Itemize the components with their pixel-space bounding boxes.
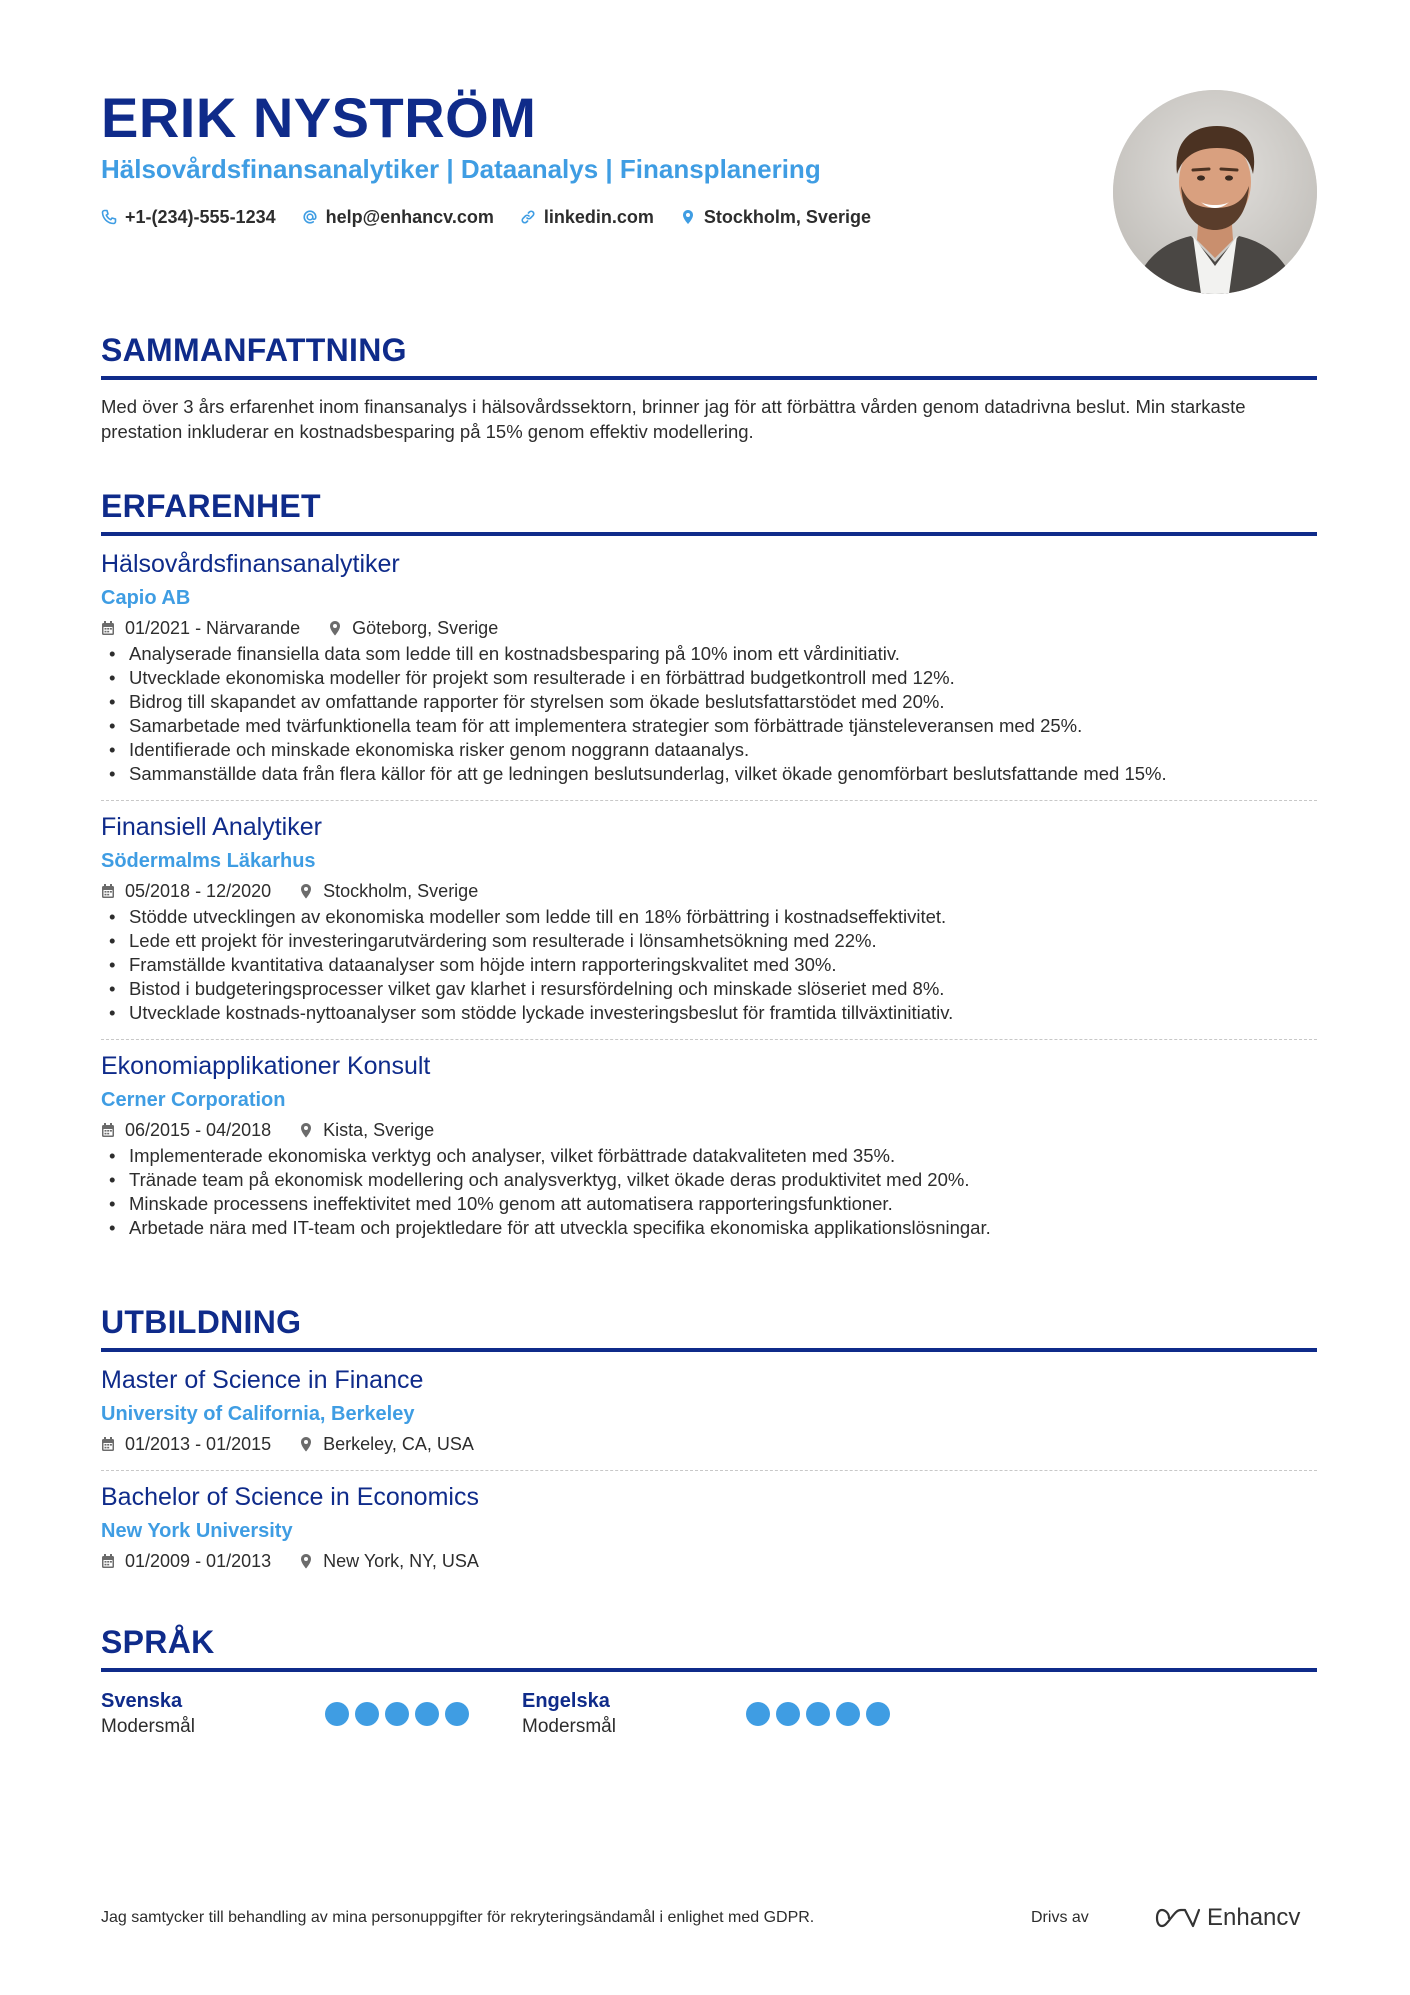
education-dates: 01/2009 - 01/2013 bbox=[101, 1549, 271, 1573]
language-name: Engelska bbox=[522, 1690, 610, 1712]
bullet-item: • Arbetade nära med IT-team och projektledare för att utveckla specifika ekonomiska applikationslösningar. bbox=[101, 1216, 1317, 1240]
job-title: Finansiell Analytiker bbox=[101, 813, 322, 841]
job-title: Ekonomiapplikationer Konsult bbox=[101, 1052, 431, 1080]
map-pin-icon bbox=[299, 1436, 313, 1452]
bullet-item: • Analyserade finansiella data som ledde till en kostnadsbesparing på 10% inom ett vårdinitiativ. bbox=[101, 642, 1317, 666]
rating-dot bbox=[866, 1702, 890, 1726]
education-meta bbox=[101, 1432, 1317, 1456]
job-dates: 01/2021 - Närvarande bbox=[101, 616, 300, 640]
candidate-name: ERIK NYSTRÖM bbox=[101, 86, 537, 149]
calendar-icon bbox=[101, 1436, 115, 1452]
contact-phone[interactable] bbox=[101, 204, 276, 230]
at-icon bbox=[302, 209, 318, 225]
education-location: Berkeley, CA, USA bbox=[299, 1432, 474, 1456]
bullet-item: • Utvecklade ekonomiska modeller för projekt som resulterade i en förbättrad budgetkontroll med 12%. bbox=[101, 666, 1317, 690]
gdpr-consent: Jag samtycker till behandling av mina personuppgifter för rekryteringsändamål i enlighet med GDPR. bbox=[101, 1909, 815, 1926]
job-meta bbox=[101, 1118, 1317, 1142]
bullet-item: • Samarbetade med tvärfunktionella team för att implementera strategier som förbättrade tjänsteleveransen med 25%. bbox=[101, 714, 1317, 738]
languages-list bbox=[101, 1688, 1317, 1740]
company-name: Cerner Corporation bbox=[101, 1089, 286, 1111]
section-divider bbox=[101, 1668, 1317, 1672]
bullet-item: • Minskade processens ineffektivitet med 10% genom att automatisera rapporteringsfunktioner. bbox=[101, 1192, 1317, 1216]
entry-divider bbox=[101, 1039, 1317, 1040]
experience-entry bbox=[101, 811, 1317, 1040]
job-bullets bbox=[101, 905, 1317, 1025]
linkedin-text: linkedin.com bbox=[543, 207, 654, 227]
bullet-item: • Implementerade ekonomiska verktyg och analyser, vilket förbättrade datakvaliteten med 35%. bbox=[101, 1144, 1317, 1168]
language-name: Svenska bbox=[101, 1690, 183, 1712]
rating-dot bbox=[776, 1702, 800, 1726]
degree-title: Master of Science in Finance bbox=[101, 1366, 424, 1394]
map-pin-icon bbox=[299, 1122, 313, 1138]
map-pin-icon bbox=[680, 209, 696, 225]
calendar-icon bbox=[101, 1122, 115, 1138]
rating-dot bbox=[385, 1702, 409, 1726]
entry-divider bbox=[101, 1470, 1317, 1471]
rating-dot bbox=[445, 1702, 469, 1726]
degree-title: Bachelor of Science in Economics bbox=[101, 1483, 479, 1511]
bullet-item: • Lede ett projekt för investeringarutvärdering som resulterade i lönsamhetsökning med 22%. bbox=[101, 929, 1317, 953]
summary-title: SAMMANFATTNING bbox=[101, 332, 407, 368]
bullet-item: • Sammanställde data från flera källor för att ge ledningen beslutsunderlag, vilket ökade genomförbart beslutsfattande med 15%. bbox=[101, 762, 1317, 786]
rating-dot bbox=[806, 1702, 830, 1726]
language-item bbox=[101, 1688, 522, 1740]
summary-text: Med över 3 års erfarenhet inom finansanalys i hälsovårdssektorn, brinner jag för att förbättra vården genom datadrivna beslut. Min starkaste prestation inkluderar en kostnadsbesparing på 15% genom effektiv modellering. bbox=[101, 396, 1246, 442]
bullet-item: • Bidrog till skapandet av omfattande rapporter för styrelsen som ökade beslutsfattarstödet med 20%. bbox=[101, 690, 1317, 714]
avatar-illustration bbox=[1113, 90, 1317, 294]
bullet-item: • Bistod i budgeteringsprocesser vilket gav klarhet i resursfördelning och minskade slöseriet med 8%. bbox=[101, 977, 1317, 1001]
education-entry bbox=[101, 1481, 1317, 1573]
location-text: Stockholm, Sverige bbox=[703, 207, 871, 227]
calendar-icon bbox=[101, 620, 115, 636]
bullet-item: • Identifierade och minskade ekonomiska risker genom noggrann dataanalys. bbox=[101, 738, 1317, 762]
contact-linkedin[interactable] bbox=[520, 204, 654, 230]
job-title: Hälsovårdsfinansanalytiker bbox=[101, 550, 400, 578]
company-name: Capio AB bbox=[101, 587, 191, 609]
experience-section bbox=[101, 486, 1317, 1240]
enhancv-logo[interactable] bbox=[1155, 1904, 1300, 1932]
section-divider bbox=[101, 376, 1317, 380]
job-location: Kista, Sverige bbox=[299, 1118, 434, 1142]
company-name: Södermalms Läkarhus bbox=[101, 850, 316, 872]
experience-entry bbox=[101, 1050, 1317, 1240]
language-level: Modersmål bbox=[522, 1716, 616, 1737]
map-pin-icon bbox=[299, 883, 313, 899]
job-dates: 06/2015 - 04/2018 bbox=[101, 1118, 271, 1142]
rating-dot bbox=[836, 1702, 860, 1726]
language-rating bbox=[746, 1702, 890, 1740]
map-pin-icon bbox=[328, 620, 342, 636]
map-pin-icon bbox=[299, 1553, 313, 1569]
phone-text: +1-(234)-555-1234 bbox=[125, 207, 276, 227]
brand-name: Enhancv bbox=[1207, 1904, 1301, 1931]
education-section bbox=[101, 1302, 1317, 1573]
job-location: Stockholm, Sverige bbox=[299, 879, 478, 903]
language-level: Modersmål bbox=[101, 1716, 195, 1737]
summary-section bbox=[101, 330, 1317, 444]
languages-section bbox=[101, 1622, 1317, 1740]
bullet-item: • Stödde utvecklingen av ekonomiska modeller som ledde till en 18% förbättring i kostnadseffektivitet. bbox=[101, 905, 1317, 929]
school-name: New York University bbox=[101, 1520, 293, 1542]
education-title: UTBILDNING bbox=[101, 1304, 302, 1340]
email-text: help@enhancv.com bbox=[325, 207, 494, 227]
education-entry bbox=[101, 1364, 1317, 1471]
calendar-icon bbox=[101, 1553, 115, 1569]
rating-dot bbox=[355, 1702, 379, 1726]
job-bullets bbox=[101, 1144, 1317, 1240]
experience-entry bbox=[101, 548, 1317, 801]
languages-title: SPRÅK bbox=[101, 1624, 215, 1660]
job-location: Göteborg, Sverige bbox=[328, 616, 498, 640]
calendar-icon bbox=[101, 883, 115, 899]
job-meta bbox=[101, 879, 1317, 903]
school-name: University of California, Berkeley bbox=[101, 1403, 415, 1425]
section-divider bbox=[101, 532, 1317, 536]
profile-photo bbox=[1113, 90, 1317, 294]
contact-location bbox=[680, 204, 871, 230]
entry-divider bbox=[101, 800, 1317, 801]
rating-dot bbox=[415, 1702, 439, 1726]
experience-title: ERFARENHET bbox=[101, 488, 321, 524]
education-dates: 01/2013 - 01/2015 bbox=[101, 1432, 271, 1456]
contact-email[interactable] bbox=[302, 204, 494, 230]
bullet-item: • Framställde kvantitativa dataanalyser som höjde intern rapporteringskvalitet med 30%. bbox=[101, 953, 1317, 977]
phone-icon bbox=[101, 209, 117, 225]
link-icon bbox=[520, 209, 536, 225]
job-bullets bbox=[101, 642, 1317, 786]
bullet-item: • Tränade team på ekonomisk modellering och analysverktyg, vilket ökade deras produktivitet med 20%. bbox=[101, 1168, 1317, 1192]
contact-bar bbox=[101, 204, 871, 230]
education-location: New York, NY, USA bbox=[299, 1549, 479, 1573]
education-meta bbox=[101, 1549, 1317, 1573]
job-dates: 05/2018 - 12/2020 bbox=[101, 879, 271, 903]
powered-by-label: Drivs av bbox=[1031, 1909, 1089, 1926]
job-meta bbox=[101, 616, 1317, 640]
rating-dot bbox=[325, 1702, 349, 1726]
candidate-tagline: Hälsovårdsfinansanalytiker | Dataanalys | Finansplanering bbox=[101, 154, 821, 184]
bullet-item: • Utvecklade kostnads-nyttoanalyser som stödde lyckade investeringsbeslut för framtida tillväxtinitiativ. bbox=[101, 1001, 1317, 1025]
enhancv-logo-icon bbox=[1155, 1906, 1201, 1930]
section-divider bbox=[101, 1348, 1317, 1352]
rating-dot bbox=[746, 1702, 770, 1726]
language-rating bbox=[325, 1702, 469, 1740]
language-item bbox=[522, 1688, 943, 1740]
footer bbox=[101, 1904, 1317, 1931]
